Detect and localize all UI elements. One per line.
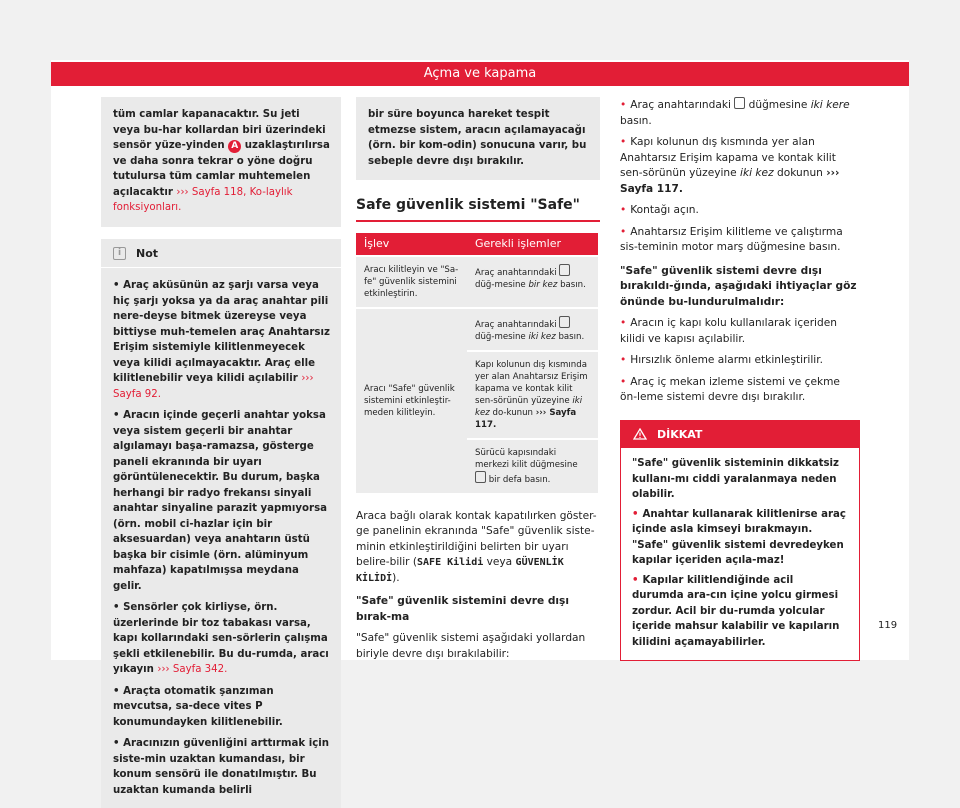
- warning-item: • Kapılar kilitlendiğinde acil durumda ara-cın içine yolcu girmesi zordur. Acil bir du-rumda yolcular içeride mahsur kalabilir ve kapıların kilidini açamayabilirler.: [632, 573, 848, 651]
- lock-key-icon: [734, 97, 745, 109]
- list-item: • Kontağı açın.: [620, 203, 860, 219]
- column-1: [101, 97, 341, 808]
- column-2: [356, 97, 600, 662]
- lock-key-icon: [475, 471, 486, 483]
- list-item: • Kapı kolunun dış kısmında yer alan Anahtarsız Erişim kapama ve kontak kilit sen-sörünün yüzeyine iki kez dokunun ››› Sayfa 117.: [620, 135, 860, 197]
- warning-triangle-icon: [633, 428, 647, 440]
- list-item: • Anahtarsız Erişim kilitleme ve çalıştırma sis-teminin motor marş düğmesine basın.: [620, 225, 860, 256]
- list-item: • Aracın iç kapı kolu kullanılarak içeriden kilidi ve kapısı açılabilir.: [620, 316, 860, 347]
- page-link[interactable]: ››› Sayfa 118, Ko-laylık fonksiyonları.: [113, 187, 293, 214]
- table-header: İşlev: [356, 233, 467, 255]
- function-table: [356, 231, 598, 495]
- table-row: Kapı kolunun dış kısmında yer alan Anahtarsız Erişim kapama ve kontak kilit sen-sörünün yüzeyine iki kez do-kunun ››› Sayfa 117.: [356, 352, 598, 438]
- note-item: • Sensörler çok kirliyse, örn. üzerlerinde bir toz tabakası varsa, kapı kollarındaki sen-sörlerin çalışma şekli etkilenebilir. Bu du-rumda, aracı yıkayın ››› Sayfa 342.: [113, 600, 330, 678]
- note-item: • Araç aküsünün az şarjı varsa veya hiç şarjı yoksa ya da araç anahtar pili nere-deyse bitmek üzereyse veya bittiyse muh-temelen araç Anahtarsız Erişim sistemiyle kilitlenmeyecek veya kilidi açılmayacaktır. Araç elle kilitlenebilir veya kilidi açılabilir ››› Sayfa 92.: [113, 278, 330, 402]
- note-header: i Not: [101, 239, 341, 269]
- list-item: • Hırsızlık önleme alarmı etkinleştirilir.: [620, 353, 860, 369]
- page-link[interactable]: ››› Sayfa 117.: [620, 167, 839, 195]
- list-item: • Araç iç mekan izleme sistemi ve çekme ön-leme sistemi devre dışı bırakılır.: [620, 375, 860, 406]
- note-item: • Araçta otomatik şanzıman mevcutsa, sa-dece vites P konumundayken kilitlenebilir.: [113, 684, 330, 731]
- warning-box: [620, 420, 860, 662]
- column-3: [620, 97, 860, 661]
- note-box: [101, 239, 341, 808]
- page-number: 119: [878, 620, 897, 631]
- table-row: Sürücü kapısındaki merkezi kilit düğmesine bir defa basın.: [356, 440, 598, 493]
- page-link[interactable]: ››› Sayfa 117.: [475, 408, 576, 430]
- continued-box: bir süre boyunca hareket tespit etmezse sistem, aracın açılamayacağı (örn. bir kom-odin) sonucuna varır, bu sebeple devre dışı bırakılır.: [356, 97, 600, 180]
- section-title: Safe güvenlik sistemi "Safe": [356, 198, 600, 214]
- info-icon: i: [113, 247, 126, 260]
- page-header: Açma ve kapama: [51, 62, 909, 86]
- paragraph: Araca bağlı olarak kontak kapatılırken göster-ge panelinin ekranında "Safe" güvenlik siste-minin etkinleştirildiğini belirten bir uyarı belire-bilir (SAFE Kilidi veya GÜVENLİK KİLİDİ).: [356, 509, 600, 587]
- note-item: • Aracın içinde geçerli anahtar yoksa veya sistem geçerli bir anahtar algılamayı başa-ramazsa, gösterge paneli ekranında bir uyarı görüntülenecektir. Bu durum, başka herhangi bir radyo frekansı sinyali anahtar sinyaline parazit yapmıyorsa (örn. mobil ci-hazlar için bir aksesuardan) veya anahtarın üstü başka bir cisimle (örn. alüminyum mahfaza) kapatılmışsa meydana gelir.: [113, 408, 330, 594]
- continued-box: tüm camlar kapanacaktır. Su jeti veya bu-har kollardan biri üzerindeki sensör yüze-yinden A uzaklaştırılırsa ve daha sonra tekrar o yöne doğru tutulursa tüm camlar muhtemelen açılacaktır ››› Sayfa 118, Ko-laylık fonksiyonları.: [101, 97, 341, 227]
- marker-a: A: [228, 140, 241, 153]
- list-item: • Araç anahtarındaki düğmesine iki kere basın.: [620, 97, 860, 129]
- subheading: "Safe" güvenlik sistemi devre dışı bırakıldı-ğında, aşağıdaki ihtiyaçlar göz önünde bu-lundurulmalıdır:: [620, 264, 860, 311]
- warning-intro: "Safe" güvenlik sisteminin dikkatsiz kullanı-mı ciddi yaralanmaya neden olabilir.: [632, 456, 848, 503]
- table-row: Aracı kilitleyin ve "Sa-fe" güvenlik sistemini etkinleştirin. Araç anahtarındaki düğ-mesine bir kez basın.: [356, 257, 598, 307]
- lock-key-icon: [559, 264, 570, 276]
- note-item: • Aracınızın güvenliğini arttırmak için siste-min uzaktan kumandası, bir konum sensörü ile donatılmıştır. Bu uzaktan kumanda belirli: [113, 736, 330, 798]
- page-link[interactable]: ››› Sayfa 342.: [157, 664, 227, 675]
- subheading: "Safe" güvenlik sistemini devre dışı bırak-ma: [356, 594, 600, 625]
- table-header: Gerekli işlemler: [467, 233, 598, 255]
- lock-key-icon: [559, 316, 570, 328]
- warning-item: • Anahtar kullanarak kilitlenirse araç içinde asla kimseyi bırakmayın. "Safe" güvenlik sistemi devredeyken kapılar içeriden açıla-maz!: [632, 507, 848, 569]
- section-divider: [356, 220, 600, 222]
- table-row: Aracı "Safe" güvenlik sistemini etkinleştir-meden kilitleyin. Araç anahtarındaki düğ-mesine iki kez basın.: [356, 309, 598, 350]
- warning-header: DİKKAT: [621, 421, 859, 449]
- paragraph: "Safe" güvenlik sistemi aşağıdaki yollardan biriyle devre dışı bırakılabilir:: [356, 631, 600, 662]
- page-link[interactable]: ››› Sayfa 92.: [113, 373, 314, 400]
